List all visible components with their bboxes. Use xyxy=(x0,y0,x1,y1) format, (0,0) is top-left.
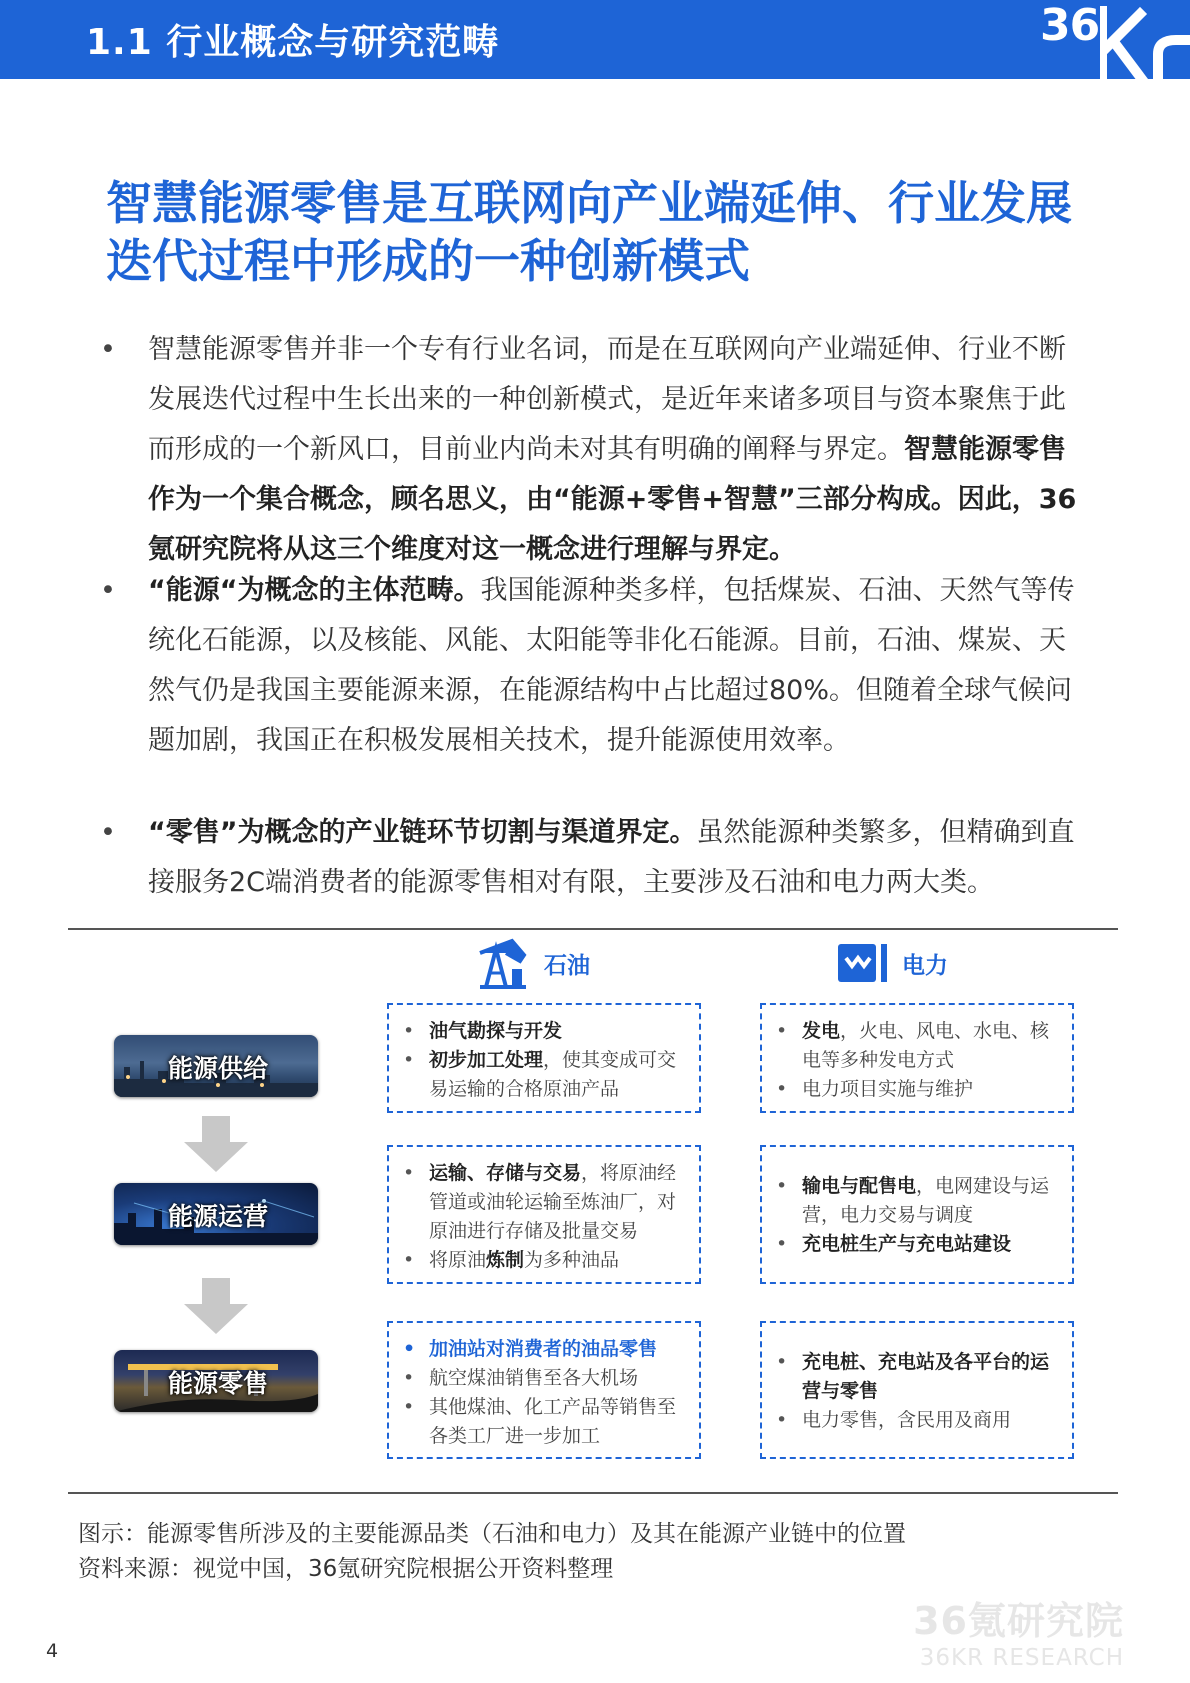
stage-energy-operation xyxy=(114,1183,318,1245)
bullet-2-text: 我国能源种类多样，包括煤炭、石油、天然气等传统化石能源，以及核能、风能、太阳能等非化石能源。目前，石油、煤炭、天然气仍是我国主要能源来源，在能源结构中占比超过80%。但随着全球气候问题加剧，我国正在积极发展相关技术，提升能源使用效率。 xyxy=(148,575,1075,756)
oil-pump-icon xyxy=(476,937,530,989)
bullet-paragraph-1 xyxy=(100,325,1090,575)
column-header-oil-label: 石油 xyxy=(544,952,590,979)
oil-box-operation xyxy=(387,1145,701,1284)
power-box-supply xyxy=(760,1003,1074,1113)
column-header-power xyxy=(838,944,948,982)
power-icon xyxy=(838,944,888,982)
bullet-paragraph-2 xyxy=(100,566,1090,766)
list-item: • 发电，火电、风电、水电、核电等多种发电方式 xyxy=(772,1017,1058,1075)
list-item: • 电力零售，含民用及商用 xyxy=(772,1406,1058,1435)
watermark-cn: 36氪研究院 xyxy=(913,1599,1124,1643)
list-item: • 将原油炼制为多种油品 xyxy=(399,1246,685,1275)
down-arrow-icon xyxy=(184,1116,248,1172)
logo-kr-mark xyxy=(1100,6,1190,82)
list-item: • 充电桩、充电站及各平台的运营与零售 xyxy=(772,1348,1058,1406)
oil-box-supply xyxy=(387,1003,701,1113)
bullet-3-text: 虽然能源种类繁多，但精确到直接服务2C端消费者的能源零售相对有限，主要涉及石油和电力两大类。 xyxy=(148,817,1075,898)
36kr-logo xyxy=(1040,0,1190,79)
divider-bottom xyxy=(68,1492,1118,1494)
bullet-paragraph-3 xyxy=(100,808,1090,908)
bullet-1-bold: 智慧能源零售作为一个集合概念，顾名思义，由“能源+零售+智慧”三部分构成。因此，36氪研究院将从这三个维度对这一概念进行理解与界定。 xyxy=(148,434,1077,565)
list-item: • 油气勘探与开发 xyxy=(399,1017,685,1046)
list-item: • 航空煤油销售至各大机场 xyxy=(399,1364,685,1393)
header-bar xyxy=(0,0,1190,79)
list-item: • 电力项目实施与维护 xyxy=(772,1075,1058,1104)
bullet-2-bold: “能源“为概念的主体范畴。 xyxy=(148,575,481,606)
section-title: 1.1 行业概念与研究范畴 xyxy=(86,22,500,63)
bullet-dot: • xyxy=(100,575,116,606)
list-item: • 运输、存储与交易，将原油经管道或油轮运输至炼油厂，对原油进行存储及批量交易 xyxy=(399,1159,685,1246)
down-arrow-icon xyxy=(184,1278,248,1334)
stage-label-retail: 能源零售 xyxy=(168,1369,269,1398)
bullet-1-text: 智慧能源零售并非一个专有行业名词，而是在互联网向产业端延伸、行业不断发展迭代过程中生长出来的一种创新模式，是近年来诸多项目与资本聚焦于此而形成的一个新风口，目前业内尚未对其有明确的阐释与界定。 xyxy=(148,334,1066,465)
column-header-power-label: 电力 xyxy=(902,952,948,979)
page-number: 4 xyxy=(46,1640,59,1662)
divider-top xyxy=(68,928,1118,930)
bullet-dot: • xyxy=(100,334,116,365)
oil-box-retail xyxy=(387,1321,701,1459)
page-headline: 智慧能源零售是互联网向产业端延伸、行业发展迭代过程中形成的一种创新模式 xyxy=(106,176,1072,288)
list-item-highlight: • 加油站对消费者的油品零售 xyxy=(399,1335,685,1364)
source-caption: 资料来源：视觉中国，36氪研究院根据公开资料整理 xyxy=(78,1556,614,1582)
column-header-oil xyxy=(476,937,590,989)
stage-label-operation: 能源运营 xyxy=(168,1202,269,1231)
figure-caption: 图示：能源零售所涉及的主要能源品类（石油和电力）及其在能源产业链中的位置 xyxy=(78,1521,906,1547)
list-item: • 输电与配售电，电网建设与运营，电力交易与调度 xyxy=(772,1172,1058,1230)
stage-energy-retail xyxy=(114,1350,318,1412)
stage-label-supply: 能源供给 xyxy=(168,1054,269,1083)
list-item: • 充电桩生产与充电站建设 xyxy=(772,1230,1058,1259)
power-box-operation xyxy=(760,1145,1074,1284)
power-box-retail xyxy=(760,1321,1074,1459)
bullet-3-bold: “零售”为概念的产业链环节切割与渠道界定。 xyxy=(148,817,697,848)
list-item: • 初步加工处理，使其变成可交易运输的合格原油产品 xyxy=(399,1046,685,1104)
watermark-en: 36KR RESEARCH xyxy=(919,1645,1124,1671)
logo-number: 36 xyxy=(1040,0,1100,51)
stage-energy-supply xyxy=(114,1035,318,1097)
watermark xyxy=(913,1590,1124,1671)
list-item: • 其他煤油、化工产品等销售至各类工厂进一步加工 xyxy=(399,1393,685,1451)
bullet-dot: • xyxy=(100,817,116,848)
